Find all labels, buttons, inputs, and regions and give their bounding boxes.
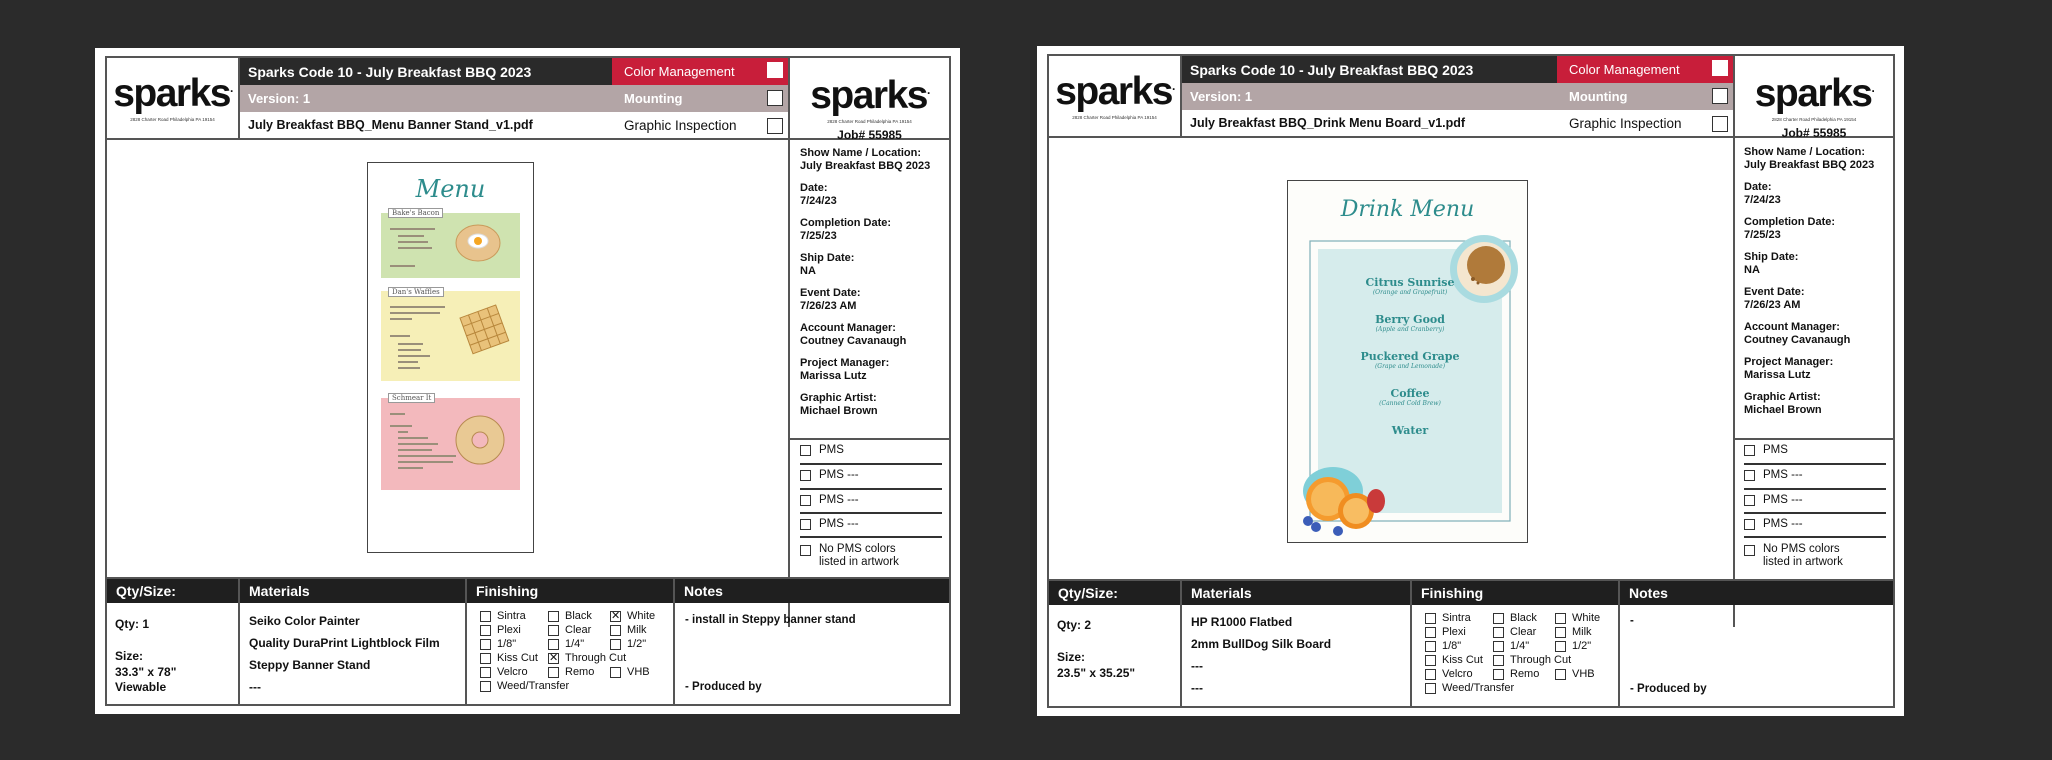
finishing-header: Finishing xyxy=(467,579,673,603)
artwork-preview xyxy=(367,162,534,553)
finishing-checkbox[interactable] xyxy=(1425,641,1436,652)
finishing-options xyxy=(480,610,670,702)
drink-menu-heading: Drink Menu xyxy=(1340,197,1475,222)
finishing-label: VHB xyxy=(627,666,650,678)
event-date-value: 7/26/23 AM xyxy=(800,300,857,312)
logo-address: 2828 Charter Road Philadelphia PA 19154 xyxy=(1072,115,1157,120)
finishing-label: Remo xyxy=(1510,668,1540,680)
mounting-label: Mounting xyxy=(624,91,683,106)
produced-by: - Produced by xyxy=(685,681,762,693)
mounting-checkbox[interactable] xyxy=(767,90,783,106)
qty-size-header: Qty/Size: xyxy=(107,579,238,603)
pms-checkbox[interactable] xyxy=(800,445,811,456)
finishing-label: Milk xyxy=(627,624,647,636)
graphic-inspection-label: Graphic Inspection xyxy=(624,117,737,133)
logo-wordmark: sparks xyxy=(1754,72,1872,115)
logo-address: 2828 Charter Road Philadelphia PA 19154 xyxy=(130,117,215,122)
pms-checkbox[interactable] xyxy=(1744,470,1755,481)
graphic-inspection-row xyxy=(1557,110,1733,138)
finishing-checkbox[interactable] xyxy=(1493,641,1504,652)
drink-name: Water xyxy=(1391,424,1429,437)
size-label: Size: xyxy=(115,649,144,663)
pms-label: PMS --- xyxy=(1763,518,1803,530)
logo-address: 2828 Charter Road Philadelphia PA 19154 xyxy=(1771,117,1857,122)
size-value: 23.5" x 35.25" xyxy=(1057,666,1136,680)
pms-checkbox[interactable] xyxy=(1744,495,1755,506)
pms-label: PMS --- xyxy=(1763,469,1803,481)
pms-row xyxy=(1744,518,1803,530)
drink-desc: (Canned Cold Brew) xyxy=(1379,400,1441,407)
graphic-artist-label: Graphic Artist: xyxy=(800,392,877,404)
finishing-checkbox[interactable] xyxy=(610,639,621,650)
finishing-checkbox[interactable] xyxy=(1425,683,1436,694)
qty-value: Qty: 2 xyxy=(1057,618,1092,632)
no-pms-line1: No PMS colors xyxy=(819,543,896,555)
no-pms-checkbox[interactable] xyxy=(800,545,811,556)
job-logo-block: sparks. 2828 Charter Road Philadelphia PA 19154 Job# 55985 xyxy=(1733,56,1893,138)
produced-by: - Produced by xyxy=(1630,683,1707,695)
finishing-label: 1/8" xyxy=(1442,640,1462,652)
account-manager-value: Coutney Cavanaugh xyxy=(800,335,907,347)
finishing-label: Velcro xyxy=(497,666,528,678)
account-manager-label: Account Manager: xyxy=(1744,321,1840,333)
show-name-label: Show Name / Location: xyxy=(1744,146,1866,158)
pms-checkbox[interactable] xyxy=(800,495,811,506)
finishing-checkbox[interactable] xyxy=(1555,669,1566,680)
date-value: 7/24/23 xyxy=(800,195,837,207)
finishing-checkbox[interactable] xyxy=(610,667,621,678)
finishing-label: Remo xyxy=(565,666,595,678)
finishing-checkbox[interactable] xyxy=(548,667,559,678)
event-date-value: 7/26/23 AM xyxy=(1744,299,1801,311)
graphic-inspection-checkbox[interactable] xyxy=(1712,116,1728,132)
finishing-checkbox[interactable] xyxy=(480,653,491,664)
notes-header: Notes xyxy=(675,579,949,603)
finishing-checkbox[interactable] xyxy=(1493,669,1504,680)
date-label: Date: xyxy=(800,182,828,194)
logo-wordmark: sparks xyxy=(113,72,230,115)
finishing-label: 1/4" xyxy=(565,638,585,650)
finishing-label: Plexi xyxy=(1442,626,1466,638)
finishing-checkbox[interactable] xyxy=(1425,613,1436,624)
logo-wordmark: sparks xyxy=(810,74,927,117)
pms-row xyxy=(800,518,859,530)
finishing-checkbox[interactable] xyxy=(1555,613,1566,624)
menu-heading: Menu xyxy=(415,175,486,203)
logo-address: 2828 Charter Road Philadelphia PA 19154 xyxy=(827,119,912,124)
mounting-label: Mounting xyxy=(1569,89,1628,104)
finishing-checkbox-checked[interactable]: ✕ xyxy=(611,609,621,622)
finishing-label: Clear xyxy=(1510,626,1537,638)
finishing-label: White xyxy=(627,610,656,622)
color-management-checkbox[interactable] xyxy=(1712,60,1728,76)
finishing-label: Clear xyxy=(565,624,592,636)
finishing-label: Plexi xyxy=(497,624,521,636)
menu-artwork xyxy=(368,163,533,552)
finishing-checkbox[interactable] xyxy=(1425,627,1436,638)
finishing-label: Kiss Cut xyxy=(497,652,538,664)
finishing-checkbox[interactable] xyxy=(610,625,621,636)
graphic-inspection-row xyxy=(612,112,788,140)
job-title: Sparks Code 10 - July Breakfast BBQ 2023 xyxy=(240,58,612,85)
sparks-logo: sparks. 2828 Charter Road Philadelphia PA 19154 xyxy=(1049,56,1182,138)
finishing-checkbox[interactable] xyxy=(548,611,559,622)
color-management-row xyxy=(612,58,788,85)
pms-label: PMS xyxy=(1763,444,1788,456)
material-item: --- xyxy=(249,680,261,694)
divider xyxy=(788,438,950,440)
pms-checkbox[interactable] xyxy=(800,470,811,481)
drink-desc: (Apple and Cranberry) xyxy=(1375,326,1445,333)
pms-label: PMS --- xyxy=(819,518,859,530)
finishing-checkbox[interactable] xyxy=(1555,641,1566,652)
finishing-label: Sintra xyxy=(1442,612,1471,624)
materials-header: Materials xyxy=(1182,581,1410,605)
finishing-label: Through Cut xyxy=(565,652,627,664)
job-number: Job# 55985 xyxy=(1781,126,1847,140)
job-logo-block: sparks. 2828 Charter Road Philadelphia PA 19154 Job# 55985 xyxy=(788,58,949,140)
size-value: 33.3" x 78" xyxy=(115,665,177,679)
finishing-checkbox[interactable] xyxy=(1493,627,1504,638)
drink-name: Citrus Sunrise xyxy=(1365,276,1455,289)
no-pms-line2: listed in artwork xyxy=(1763,556,1843,568)
pms-row xyxy=(800,444,844,456)
finishing-label: Milk xyxy=(1572,626,1592,638)
finishing-label: White xyxy=(1572,612,1601,624)
graphic-artist-value: Michael Brown xyxy=(1744,404,1822,416)
proof-sheet-1 xyxy=(95,48,960,714)
graphic-inspection-label: Graphic Inspection xyxy=(1569,115,1682,131)
job-title: Sparks Code 10 - July Breakfast BBQ 2023 xyxy=(1182,56,1557,83)
ship-date-value: NA xyxy=(1744,264,1760,276)
finishing-label: VHB xyxy=(1572,668,1595,680)
finishing-label: Through Cut xyxy=(1510,654,1572,666)
no-pms-row xyxy=(800,543,899,569)
divider xyxy=(788,140,790,627)
date-value: 7/24/23 xyxy=(1744,194,1781,206)
ship-date-label: Ship Date: xyxy=(1744,251,1799,263)
finishing-label: 1/4" xyxy=(1510,640,1530,652)
finishing-label: Weed/Transfer xyxy=(497,680,570,692)
menu-section-label: Schmear It xyxy=(388,393,435,403)
color-management-label: Color Management xyxy=(1569,62,1680,77)
pms-label: PMS --- xyxy=(1763,494,1803,506)
qty-size-header: Qty/Size: xyxy=(1049,581,1180,605)
notes-text: - xyxy=(1630,615,1634,627)
finishing-checkbox[interactable] xyxy=(1493,655,1504,666)
graphic-artist-value: Michael Brown xyxy=(800,405,878,417)
drink-name: Puckered Grape xyxy=(1360,350,1460,363)
account-manager-value: Coutney Cavanaugh xyxy=(1744,334,1851,346)
finishing-label: Black xyxy=(1510,612,1537,624)
finishing-label: 1/2" xyxy=(627,638,647,650)
graphic-artist-label: Graphic Artist: xyxy=(1744,391,1821,403)
material-item: Steppy Banner Stand xyxy=(249,658,371,672)
project-manager-value: Marissa Lutz xyxy=(800,370,867,382)
pms-checkbox[interactable] xyxy=(1744,519,1755,530)
pms-row xyxy=(800,494,859,506)
finishing-checkbox[interactable] xyxy=(480,639,491,650)
menu-section-label: Dan's Waffles xyxy=(388,287,444,297)
materials-header: Materials xyxy=(240,579,465,603)
size-label: Size: xyxy=(1057,650,1086,664)
drink-name: Coffee xyxy=(1390,387,1430,400)
no-pms-line1: No PMS colors xyxy=(1763,543,1840,555)
finishing-checkbox[interactable] xyxy=(480,667,491,678)
material-item: --- xyxy=(1191,659,1203,673)
material-item: 2mm BullDog Silk Board xyxy=(1191,637,1332,651)
no-pms-row xyxy=(1744,543,1843,569)
finishing-label: 1/8" xyxy=(497,638,517,650)
event-date-label: Event Date: xyxy=(800,287,861,299)
finishing-checkbox[interactable] xyxy=(1425,669,1436,680)
project-manager-label: Project Manager: xyxy=(800,357,890,369)
completion-date-label: Completion Date: xyxy=(800,217,892,229)
material-item: Seiko Color Painter xyxy=(249,614,360,628)
pms-row xyxy=(1744,494,1803,506)
finishing-options xyxy=(1425,612,1615,704)
finishing-checkbox[interactable] xyxy=(480,625,491,636)
finishing-checkbox-checked[interactable]: ✕ xyxy=(549,651,559,664)
show-name-label: Show Name / Location: xyxy=(800,147,922,159)
drink-desc: (Grape and Lemonade) xyxy=(1374,363,1446,370)
mounting-checkbox[interactable] xyxy=(1712,88,1728,104)
finishing-label: Kiss Cut xyxy=(1442,654,1483,666)
pms-row xyxy=(1744,444,1788,456)
no-pms-line2: listed in artwork xyxy=(819,556,899,568)
finishing-label: Black xyxy=(565,610,592,622)
qty-value: Qty: 1 xyxy=(115,617,150,631)
color-management-row xyxy=(1557,56,1733,83)
color-management-checkbox[interactable] xyxy=(767,62,783,78)
divider xyxy=(1733,438,1894,440)
finishing-checkbox[interactable] xyxy=(1555,627,1566,638)
finishing-checkbox[interactable] xyxy=(480,611,491,622)
ship-date-value: NA xyxy=(800,265,816,277)
event-date-label: Event Date: xyxy=(1744,286,1805,298)
project-manager-value: Marissa Lutz xyxy=(1744,369,1811,381)
finishing-label: 1/2" xyxy=(1572,640,1592,652)
divider xyxy=(1733,138,1735,627)
pms-row xyxy=(1744,469,1803,481)
version-label: Version: 1 xyxy=(240,85,612,112)
finishing-checkbox[interactable] xyxy=(1425,655,1436,666)
material-item: Quality DuraPrint Lightblock Film xyxy=(249,636,440,650)
size-note: Viewable xyxy=(115,680,167,694)
account-manager-label: Account Manager: xyxy=(800,322,896,334)
pms-checkbox[interactable] xyxy=(800,519,811,530)
sparks-logo: sparks. 2828 Charter Road Philadelphia PA 19154 xyxy=(107,58,240,140)
graphic-inspection-checkbox[interactable] xyxy=(767,118,783,134)
notes-text: - install in Steppy banner stand xyxy=(685,614,856,626)
no-pms-checkbox[interactable] xyxy=(1744,545,1755,556)
file-name: July Breakfast BBQ_Drink Menu Board_v1.pdf xyxy=(1182,110,1557,138)
finishing-checkbox[interactable] xyxy=(548,625,559,636)
finishing-label: Velcro xyxy=(1442,668,1473,680)
finishing-label: Weed/Transfer xyxy=(1442,682,1515,694)
logo-wordmark: sparks xyxy=(1055,70,1172,113)
finishing-checkbox[interactable] xyxy=(480,681,491,692)
pms-label: PMS --- xyxy=(819,494,859,506)
job-info xyxy=(1744,146,1892,426)
color-management-label: Color Management xyxy=(624,64,735,79)
show-name-value: July Breakfast BBQ 2023 xyxy=(800,160,931,172)
artwork-preview xyxy=(1287,180,1528,543)
finishing-label: Sintra xyxy=(497,610,526,622)
completion-date-label: Completion Date: xyxy=(1744,216,1836,228)
job-number: Job# 55985 xyxy=(837,128,902,142)
completion-date-value: 7/25/23 xyxy=(1744,229,1781,241)
notes-header: Notes xyxy=(1620,581,1893,605)
drink-desc: (Orange and Grapefruit) xyxy=(1372,289,1448,296)
finishing-checkbox[interactable] xyxy=(548,639,559,650)
pms-label: PMS --- xyxy=(819,469,859,481)
menu-section-label: Bake's Bacon xyxy=(388,208,443,218)
version-label: Version: 1 xyxy=(1182,83,1557,110)
file-name: July Breakfast BBQ_Menu Banner Stand_v1.pdf xyxy=(240,112,612,140)
mounting-row xyxy=(612,85,788,112)
finishing-header: Finishing xyxy=(1412,581,1618,605)
show-name-value: July Breakfast BBQ 2023 xyxy=(1744,159,1875,171)
job-info xyxy=(800,147,948,427)
proof-sheet-2 xyxy=(1037,46,1904,716)
drink-name: Berry Good xyxy=(1375,313,1445,326)
pms-label: PMS xyxy=(819,444,844,456)
material-item: --- xyxy=(1191,681,1203,695)
date-label: Date: xyxy=(1744,181,1772,193)
project-manager-label: Project Manager: xyxy=(1744,356,1834,368)
finishing-checkbox[interactable] xyxy=(1493,613,1504,624)
material-item: HP R1000 Flatbed xyxy=(1191,615,1293,629)
ship-date-label: Ship Date: xyxy=(800,252,855,264)
completion-date-value: 7/25/23 xyxy=(800,230,837,242)
pms-checkbox[interactable] xyxy=(1744,445,1755,456)
mounting-row xyxy=(1557,83,1733,110)
pms-row xyxy=(800,469,859,481)
